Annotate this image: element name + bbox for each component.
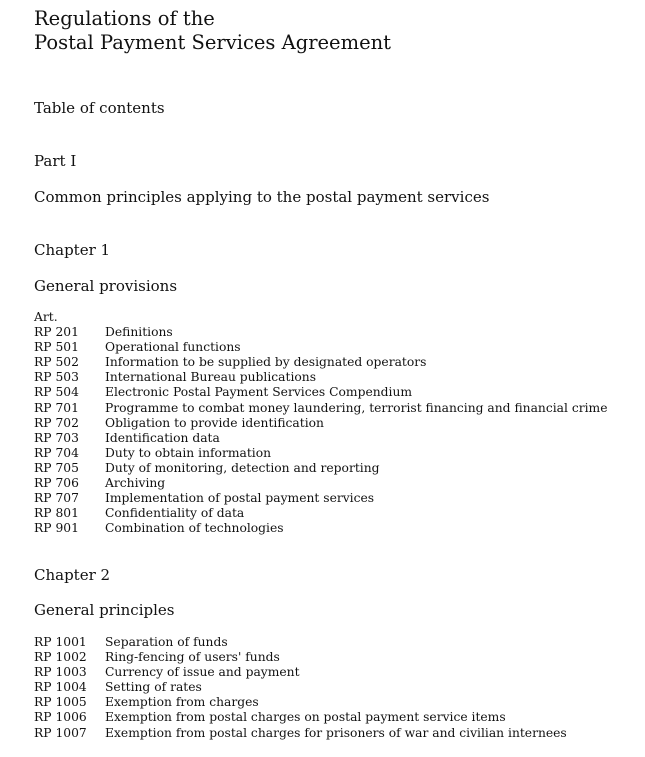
toc-entry [34, 401, 607, 416]
toc-entry [34, 665, 567, 680]
article-code: RP 801 [34, 506, 79, 521]
toc-entry [34, 461, 607, 476]
article-title: Exemption from postal charges on postal payment service items [105, 710, 506, 725]
toc-entry [34, 695, 567, 710]
article-title: Duty to obtain information [105, 445, 272, 460]
article-code: RP 702 [34, 415, 79, 430]
article-code: RP 1002 [34, 650, 87, 665]
toc-entry [34, 446, 607, 461]
toc-entry [34, 506, 607, 521]
chapter-1-label: Chapter 1 [34, 241, 111, 259]
chapter-2-article-list [34, 635, 567, 741]
article-code: RP 502 [34, 355, 79, 370]
toc-entry [34, 650, 567, 665]
toc-entry [34, 476, 607, 491]
article-title: Setting of rates [105, 680, 202, 695]
toc-entry [34, 521, 607, 536]
article-code: RP 1003 [34, 665, 87, 680]
article-title: Exemption from charges [105, 695, 259, 710]
toc-entry [34, 635, 567, 650]
article-title: Exemption from postal charges for prisoners of war and civilian internees [105, 725, 567, 740]
article-title: Information to be supplied by designated operators [105, 355, 427, 370]
chapter-1-title: General provisions [34, 277, 178, 295]
article-title: Implementation of postal payment services [105, 491, 375, 506]
article-column-label: Art. [34, 310, 58, 324]
article-title: Currency of issue and payment [105, 665, 300, 680]
article-title: Programme to combat money laundering, terrorist financing and financial crime [105, 400, 608, 415]
article-code: RP 503 [34, 370, 79, 385]
toc-entry [34, 680, 567, 695]
article-title: Confidentiality of data [105, 506, 245, 521]
article-code: RP 201 [34, 325, 79, 340]
article-code: RP 901 [34, 521, 79, 536]
toc-entry [34, 340, 607, 355]
article-code: RP 504 [34, 385, 79, 400]
article-title: International Bureau publications [105, 370, 317, 385]
toc-heading: Table of contents [34, 99, 165, 117]
article-title: Separation of funds [105, 635, 228, 649]
article-code: RP 703 [34, 430, 79, 445]
article-code: RP 707 [34, 491, 79, 506]
article-code: RP 704 [34, 445, 79, 460]
toc-entry [34, 416, 607, 431]
article-code: RP 1007 [34, 725, 87, 740]
chapter-2-label: Chapter 2 [34, 566, 111, 584]
title-line-1: Regulations of the [34, 7, 215, 30]
chapter-1-article-list [34, 310, 607, 536]
chapter-2-title: General principles [34, 601, 175, 619]
article-title: Ring-fencing of users' funds [105, 650, 280, 665]
part-title: Common principles applying to the postal payment services [34, 188, 490, 206]
article-code: RP 705 [34, 460, 79, 475]
toc-entry [34, 370, 607, 385]
article-code: RP 1006 [34, 710, 87, 725]
article-title: Definitions [105, 325, 173, 340]
article-code: RP 1001 [34, 635, 87, 649]
article-code: RP 1005 [34, 695, 87, 710]
title-line-2: Postal Payment Services Agreement [34, 31, 392, 54]
part-label: Part I [34, 152, 77, 170]
toc-entry [34, 491, 607, 506]
article-title: Duty of monitoring, detection and reporting [105, 460, 380, 475]
article-code: RP 1004 [34, 680, 87, 695]
article-code: RP 701 [34, 400, 79, 415]
toc-entry [34, 710, 567, 725]
toc-entry [34, 385, 607, 400]
article-title: Combination of technologies [105, 521, 284, 536]
article-title: Operational functions [105, 340, 241, 355]
toc-entry [34, 431, 607, 446]
toc-entry [34, 726, 567, 741]
article-code: RP 706 [34, 476, 79, 491]
article-title: Obligation to provide identification [105, 415, 324, 430]
article-title: Archiving [105, 476, 166, 491]
toc-entry [34, 325, 607, 340]
article-title: Identification data [105, 430, 220, 445]
article-title: Electronic Postal Payment Services Compendium [105, 385, 413, 400]
toc-entry [34, 355, 607, 370]
article-code: RP 501 [34, 340, 79, 355]
document-title [34, 7, 391, 55]
